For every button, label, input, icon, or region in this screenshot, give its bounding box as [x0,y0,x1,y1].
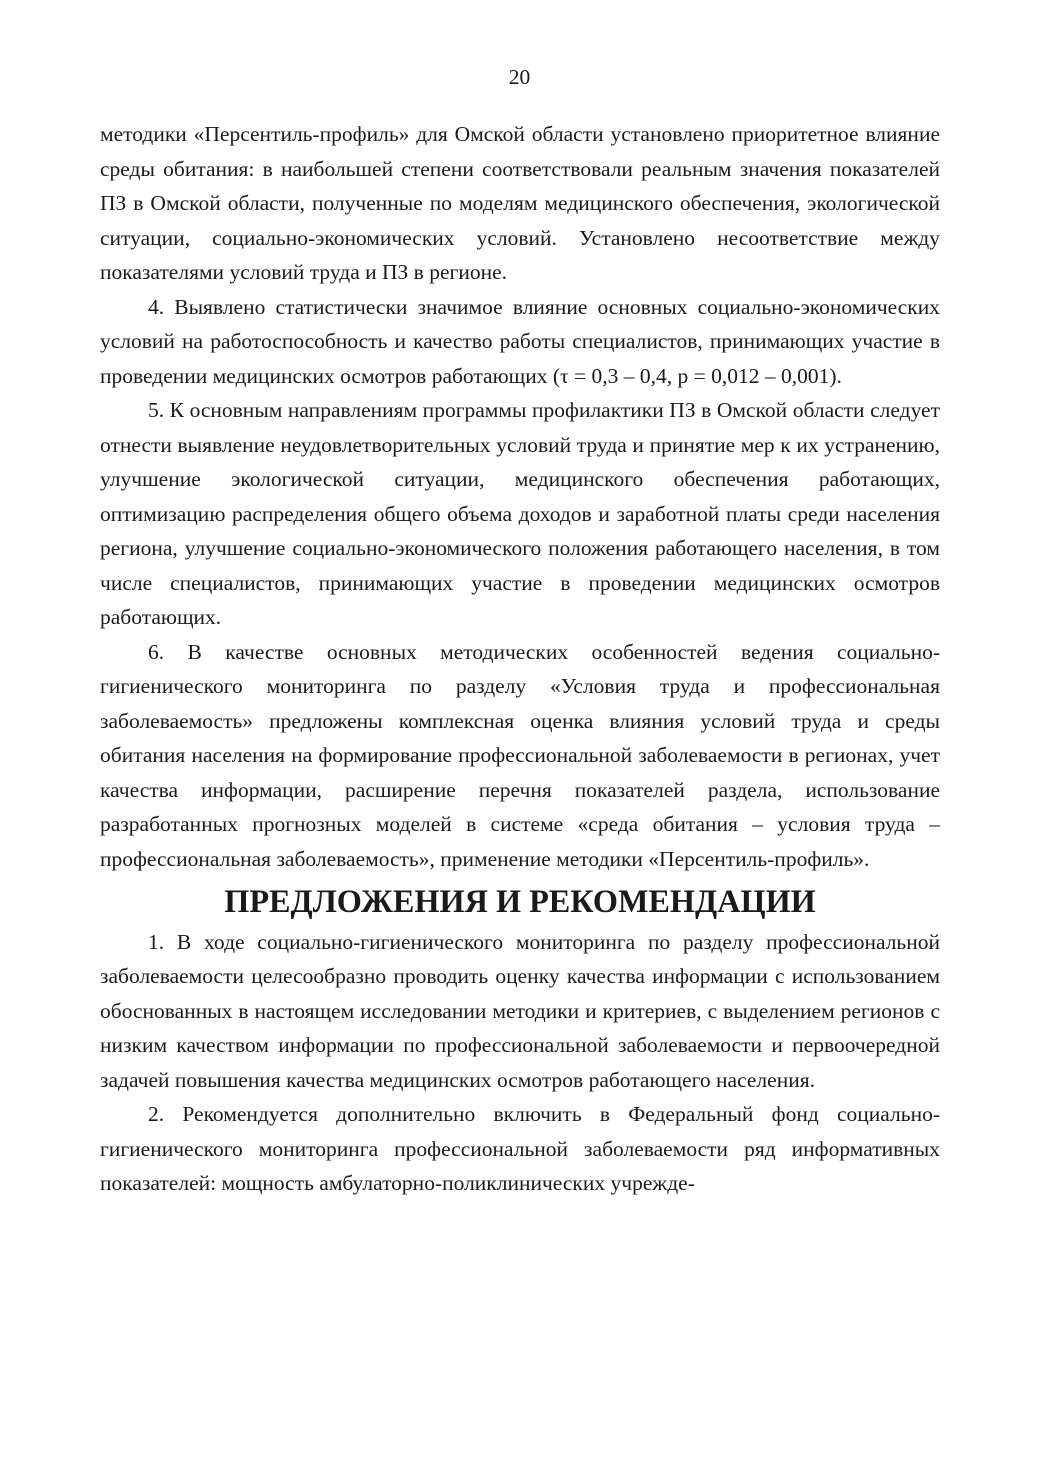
paragraph-continuation: методики «Персентиль-профиль» для Омской области установлено приоритетное влияние среды обитания: в наибольшей степени соответствовали реальным значения показателей ПЗ в Омской области, полученные по моделям медицинского обеспечения, экологической ситуации, социально-экономических условий. Установлено несоответствие между показателями условий труда и ПЗ в регионе. [100,122,940,284]
page-content [100,117,940,1201]
paragraph-recommendation-1: 1. В ходе социально-гигиенического мониторинга по разделу профессиональной заболеваемости целесообразно проводить оценку качества информации с использованием обоснованных в настоящем исследовании методики и критериев, с выделением регионов с низким качеством информации по профессиональной заболеваемости и первоочередной задачей повышения качества медицинских осмотров работающего населения. [100,929,940,1092]
paragraph-conclusion-6: 6. В качестве основных методических особенностей ведения социально-гигиенического мониторинга по разделу «Условия труда и профессиональная заболеваемость» предложены комплексная оценка влияния условий труда и среды обитания населения на формирование профессиональной заболеваемости в регионах, учет качества информации, расширение перечня показателей раздела, использование разработанных прогнозных моделей в системе «среда обитания – условия труда – профессиональная заболеваемость», применение методики «Персентиль-профиль». [100,639,940,871]
paragraph-conclusion-4: 4. Выявлено статистически значимое влияние основных социально-экономических условий на работоспособность и качество работы специалистов, принимающих участие в проведении медицинских осмотров работающих (τ = 0,3 – 0,4, р = 0,012 – 0,001). [100,294,940,388]
page-number: 20 [508,65,531,89]
paragraph-recommendation-2: 2. Рекомендуется дополнительно включить в Федеральный фонд социально-гигиенического мониторинга профессиональной заболеваемости ряд информативных показателей: мощность амбулаторно-поликлинических учрежде- [100,1102,940,1195]
section-heading: ПРЕДЛОЖЕНИЯ И РЕКОМЕНДАЦИИ [224,883,816,919]
paragraph-conclusion-5: 5. К основным направлениям программы профилактики ПЗ в Омской области следует отнести выявление неудовлетворительных условий труда и принятие мер к их устранению, улучшение экологической ситуации, медицинского обеспечения работающих, оптимизацию распределения общего объема доходов и заработной платы среди населения региона, улучшение социально-экономического положения работающего населения, в том числе специалистов, принимающих участие в проведении медицинских осмотров работающих. [100,398,940,629]
